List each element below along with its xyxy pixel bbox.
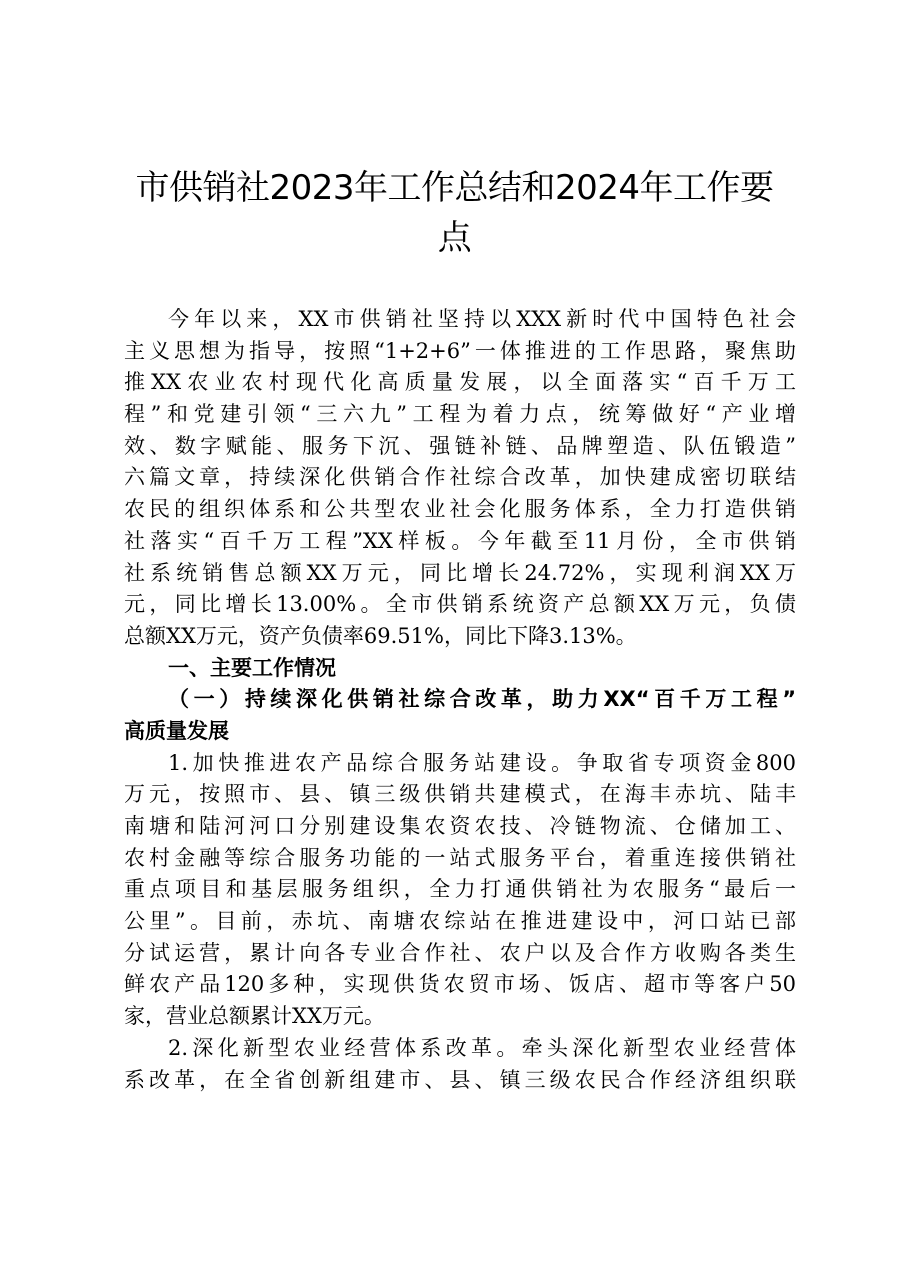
intro-line: 今年以来，XX市供销社坚持以XXX新时代中国特色社会 [168,307,796,331]
intro-line: 社落实“百千万工程”XX样板。今年截至11月份，全市供销 [124,528,796,553]
item-line: 南塘和陆河河口分别建设集农资农技、冷链物流、仓储加工、 [124,814,796,838]
item-line: 鲜农产品120多种，实现供货农贸市场、饭店、超市等客户50 [124,972,796,997]
intro-line: 主义思想为指导，按照“1+2+6”一体推进的工作思路，聚焦助 [124,338,796,363]
intro-line: 推XX农业农村现代化高质量发展，以全面落实“百千万工 [124,370,796,395]
section-heading: 一、主要工作情况 [168,655,336,680]
item-line: 家，营业总额累计XX万元。 [124,1004,385,1029]
item-line: 2.深化新型农业经营体系改革。牵头深化新型农业经营体 [168,1035,796,1060]
title-line-2: 点 [437,218,472,258]
item-line: 公里”。目前，赤坑、南塘农综站在推进建设中，河口站已部 [124,909,796,934]
intro-line: 社系统销售总额XX万元，同比增长24.72%，实现利润XX万 [124,560,796,585]
item-2-paragraph [124,1033,796,1096]
intro-line: 程”和党建引领“三六九”工程为着力点，统筹做好“产业增 [124,402,796,427]
subsection-heading-line: 高质量发展 [124,718,229,743]
intro-line: 六篇文章，持续深化供销合作社综合改革，加快建成密切联结 [124,465,796,490]
item-line: 万元，按照市、县、镇三级供销共建模式，在海丰赤坑、陆丰 [124,782,796,807]
item-line: 1.加快推进农产品综合服务站建设。争取省专项资金800 [168,750,796,775]
intro-line: 效、数字赋能、服务下沉、强链补链、品牌塑造、队伍锻造” [124,433,796,458]
item-1-paragraph [124,748,796,1033]
item-line: 农村金融等综合服务功能的一站式服务平台，着重连接供销社 [124,845,796,870]
intro-paragraph [124,304,796,653]
item-line: 分试运营，累计向各专业合作社、农户以及合作方收购各类生 [124,940,796,965]
intro-line: 农民的组织体系和公共型农业社会化服务体系，全力打造供销 [124,497,796,522]
item-line: 系改革，在全省创新组建市、县、镇三级农民合作经济组织联 [124,1067,796,1092]
document-body [124,304,796,1096]
subsection-heading-line: （一）持续深化供销社综合改革，助力XX“百千万工程” [168,687,796,712]
title-line-1: 市供销社2023年工作总结和2024年工作要 [135,168,774,208]
intro-line: 总额XX万元，资产负债率69.51%，同比下降3.13%。 [124,623,637,648]
item-line: 重点项目和基层服务组织，全力打通供销社为农服务“最后一 [124,877,796,902]
document-title [120,163,789,263]
subsection-heading [124,684,796,747]
intro-line: 元，同比增长13.00%。全市供销系统资产总额XX万元，负债 [124,592,796,617]
